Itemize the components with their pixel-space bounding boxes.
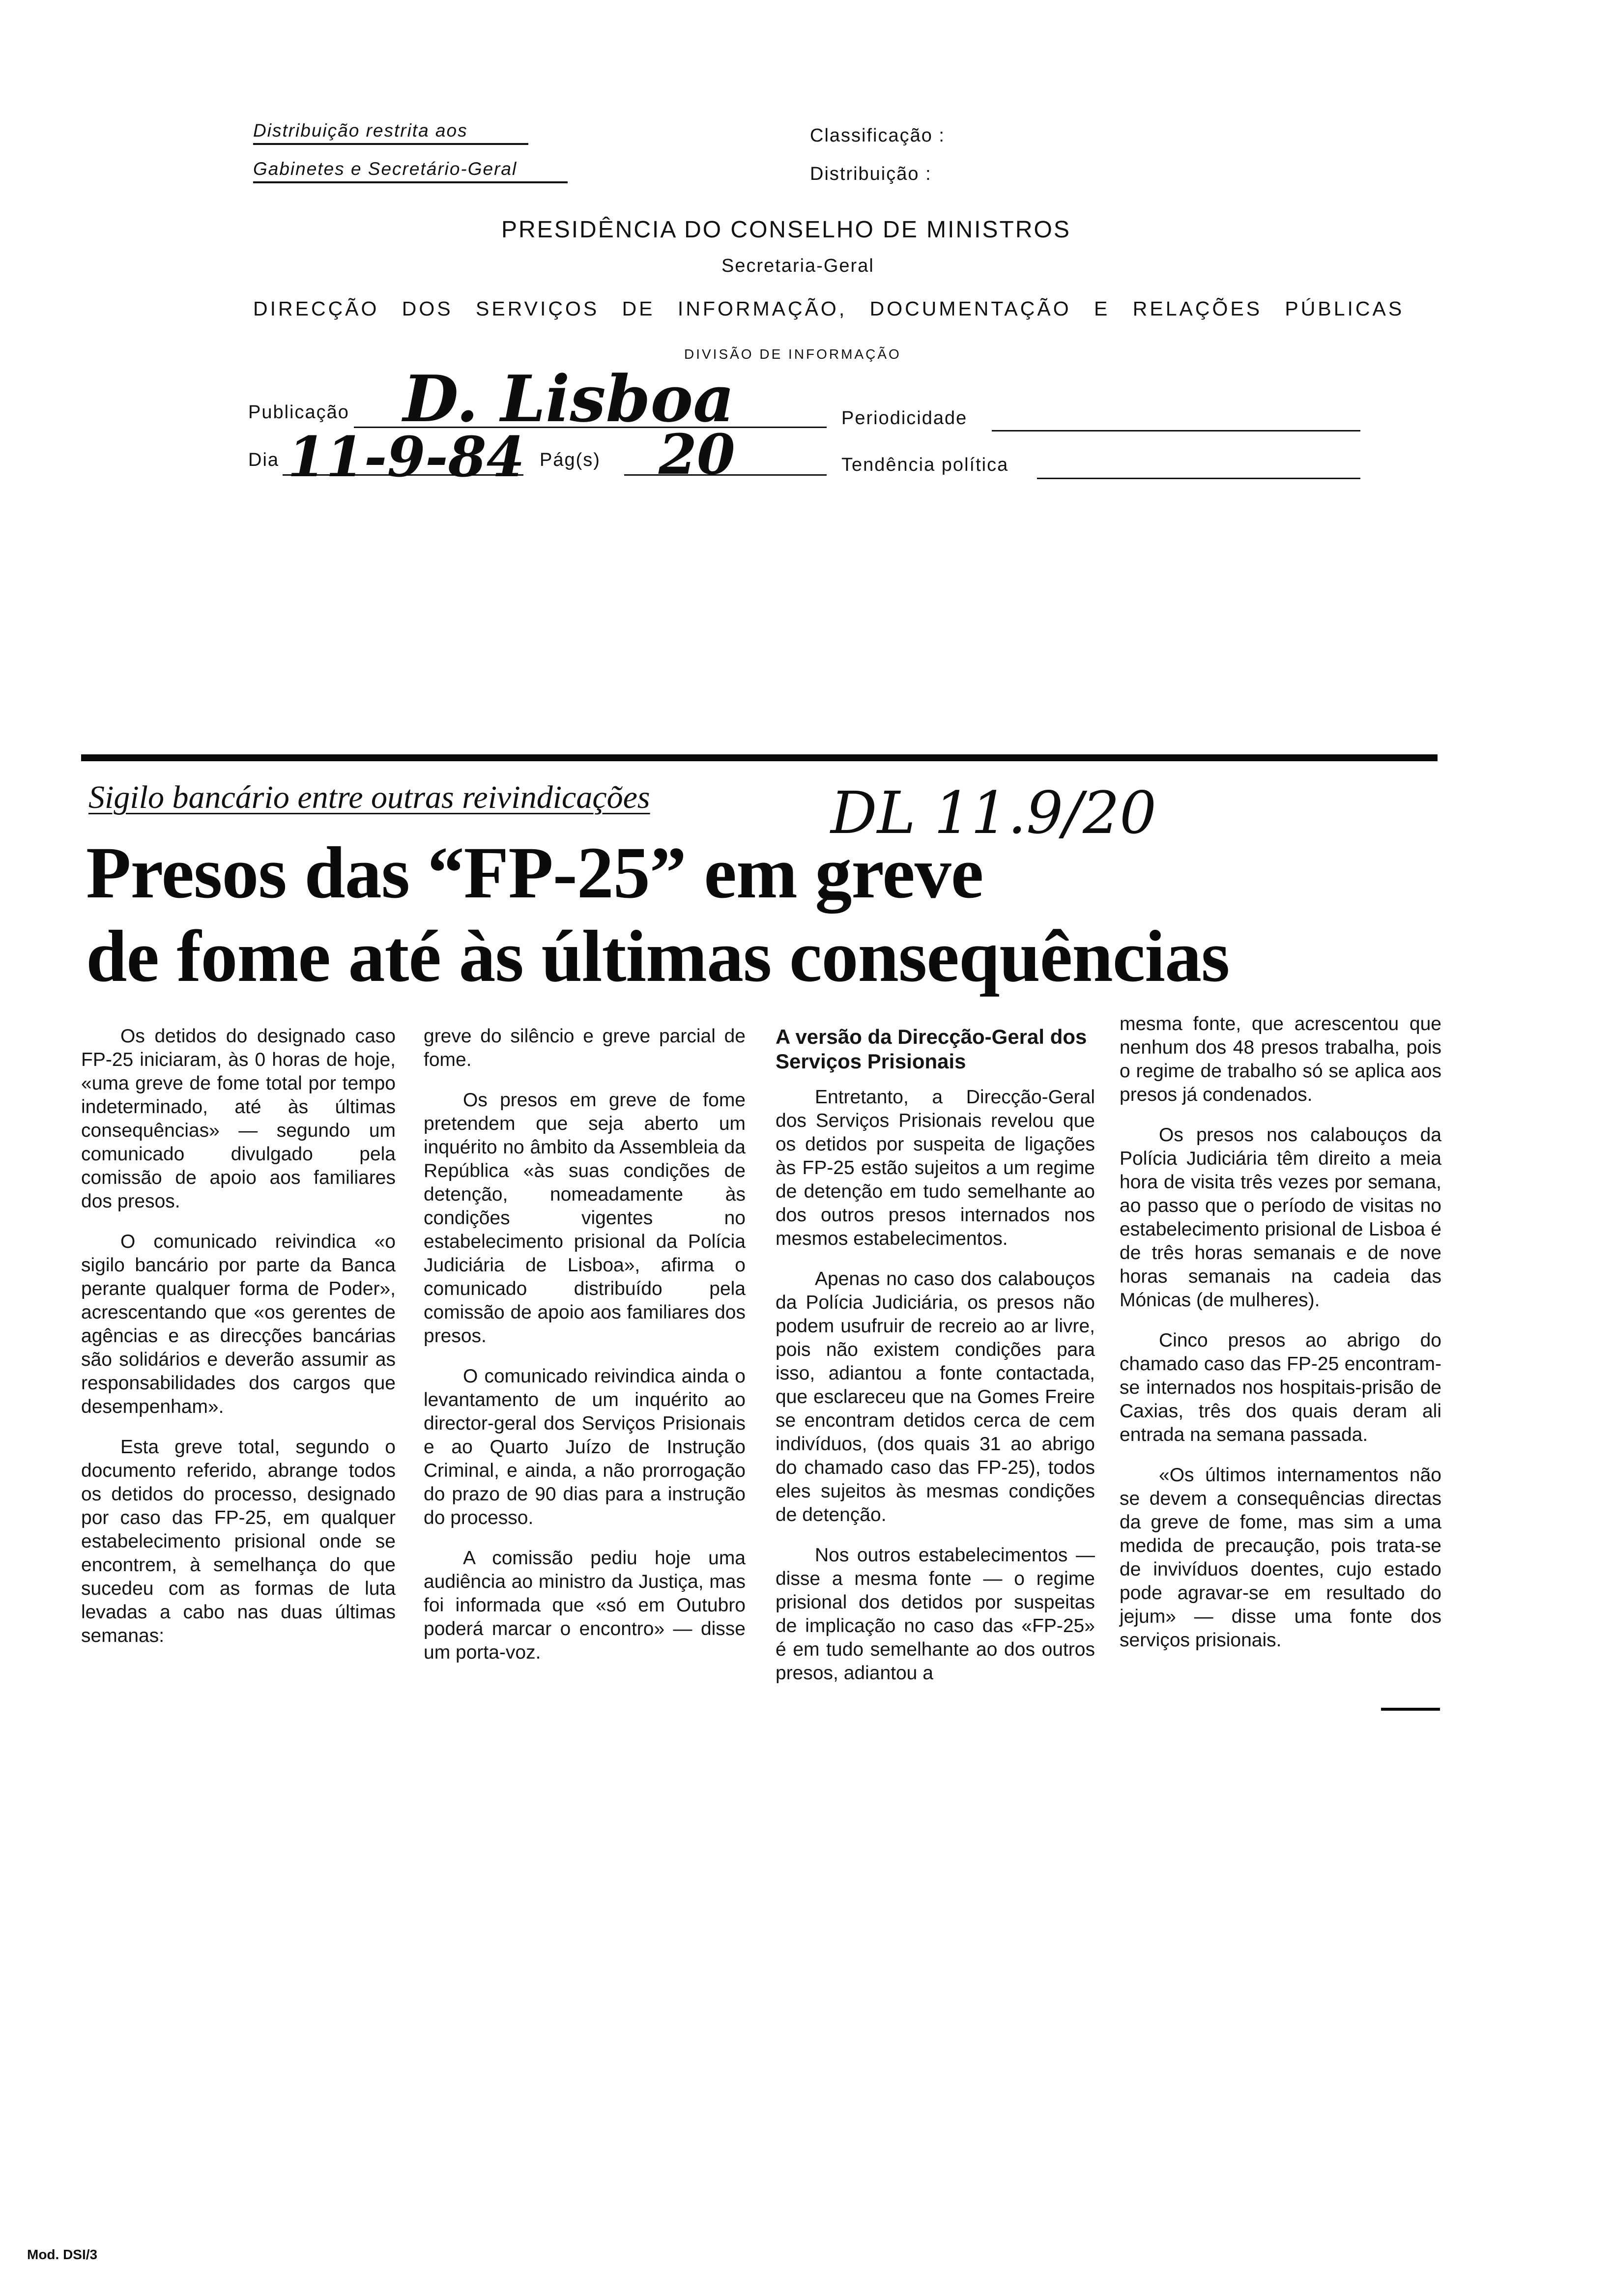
col3-paragraph: Entretanto, a Direcção-Geral dos Serviços Prisionais revelou que os detidos por suspeita de ligações às FP-25 estão sujeitos a um regime de detenção em tudo semelhante ao dos outros presos internados nos mesmos estabelecimentos. [776,1087,1095,1249]
article-end-rule [1381,1708,1440,1711]
day-label: Dia [248,450,280,470]
division-title: DIVISÃO DE INFORMAÇÃO [684,346,901,362]
secretariat-title: Secretaria-Geral [721,256,874,276]
col4-paragraph: Os presos nos calabouços da Polícia Judiciária têm direito a meia hora de visita três vezes por semana, ao passo que o período de visitas no estabelecimento prisional de Lisboa é de três horas semanais e de nove horas semanais na cadeia das Mónicas (de mulheres). [1120,1124,1441,1311]
handwritten-reference: DL 11.9/20 [831,779,1157,847]
classification-label: Classificação : [810,125,945,146]
article-column-4 [1120,1012,1441,1669]
col3-paragraph: Nos outros estabelecimentos — disse a mesma fonte — o regime prisional dos detidos por suspeitas de implicação no caso das «FP-25» é em tudo semelhante ao dos outros presos, adiantou a [776,1545,1095,1684]
form-code: Mod. DSI/3 [27,2247,98,2262]
article-kicker: Sigilo bancário entre outras reivindicações [88,779,650,815]
headline-line2: de fome até às últimas consequências [86,916,1230,997]
publication-value: D. Lisboa [403,361,735,436]
publication-label: Publicação [248,402,349,423]
article-top-rule [81,754,1438,761]
col3-paragraph: Apenas no caso dos calabouços da Polícia Judiciária, os presos não podem usufruir de recreio ao ar livre, pois não existem condições para isso, adiantou a fonte contactada, que esclareceu que na Gomes Freire se encontram detidos cerca de cem indivíduos, (dos quais 31 ao abrigo do chamado caso das FP-25), todos eles sujeitos às mesmas condições de detenção. [776,1268,1095,1525]
col2-paragraph: O comunicado reivindica ainda o levantamento de um inquérito ao director-geral dos Serviços Prisionais e ao Quarto Juízo de Instrução Criminal, e ainda, a não prorrogação do prazo de 90 dias para a instrução do processo. [424,1366,746,1528]
ministry-title: PRESIDÊNCIA DO CONSELHO DE MINISTROS [501,217,1071,243]
article-column-1 [81,1025,396,1665]
political-tendency-label: Tendência política [841,455,1009,475]
col1-paragraph: Esta greve total, segundo o documento referido, abrange todos os detidos do processo, designado por caso das FP-25, em qualquer estabelecimento prisional onde se encontrem, à semelhança do que sucedeu com as formas de luta levadas a cabo nas duas últimas semanas: [81,1436,396,1646]
pages-value: 20 [659,423,735,487]
periodicity-label: Periodicidade [841,408,968,429]
restricted-distribution-line1: Distribuição restrita aos [253,120,528,145]
col4-lead: mesma fonte, que acrescentou que nenhum dos 48 presos trabalha, pois o regime de trabalho só se aplica aos presos já condenados. [1120,1013,1441,1105]
col2-lead: greve do silêncio e greve parcial de fome. [424,1026,746,1070]
article-column-3 [776,1025,1095,1702]
day-value: 11-9-84 [288,425,525,489]
col1-paragraph: Os detidos do designado caso FP-25 iniciaram, às 0 horas de hoje, «uma greve de fome total por tempo indeterminado, até às últimas consequências» — segundo um comunicado divulgado pela comissão de apoio aos familiares dos presos. [81,1026,396,1212]
restricted-distribution-line2: Gabinetes e Secretário-Geral [253,159,568,183]
distribution-label: Distribuição : [810,164,932,184]
periodicity-line [992,430,1360,431]
col2-paragraph: Os presos em greve de fome pretendem que seja aberto um inquérito no âmbito da Assembleia da República «às suas condições de detenção, nomeadamente às condições vigentes no estabelecimento prisional da Polícia Judiciária de Lisboa», afirma o comunicado distribuído pela comissão de apoio aos familiares dos presos. [424,1090,746,1347]
col2-paragraph: A comissão pediu hoje uma audiência ao ministro da Justiça, mas foi informada que «só em Outubro poderá marcar o encontro» — disse um porta-voz. [424,1548,746,1663]
col3-subhead: A versão da Direcção-Geral dos Serviços Prisionais [776,1025,1087,1073]
col4-paragraph: «Os últimos internamentos não se devem a consequências directas da greve de fome, mas sim a uma medida de precaução, pois trata-se de invivíduos doentes, cujo estado pode agravar-se em resultado do jejum» — disse uma fonte dos serviços prisionais. [1120,1464,1441,1651]
col1-paragraph: O comunicado reivindica «o sigilo bancário por parte da Banca perante qualquer forma de Poder», acrescentando que «os gerentes de agências e as direcções bancárias são solidários e deverão assumir as responsabilidades dos cargos que desempenham». [81,1231,396,1417]
pages-label: Pág(s) [540,450,601,470]
political-tendency-line [1037,478,1360,479]
col4-paragraph: Cinco presos ao abrigo do chamado caso das FP-25 encontram-se internados nos hospitais-prisão de Caxias, três dos quais deram ali entrada na semana passada. [1120,1330,1441,1445]
article-column-2 [424,1025,746,1681]
directorate-title: DIRECÇÃO DOS SERVIÇOS DE INFORMAÇÃO, DOCUMENTAÇÃO E RELAÇÕES PÚBLICAS [253,297,1405,320]
headline-line1: Presos das “FP-25” em greve [86,832,983,914]
